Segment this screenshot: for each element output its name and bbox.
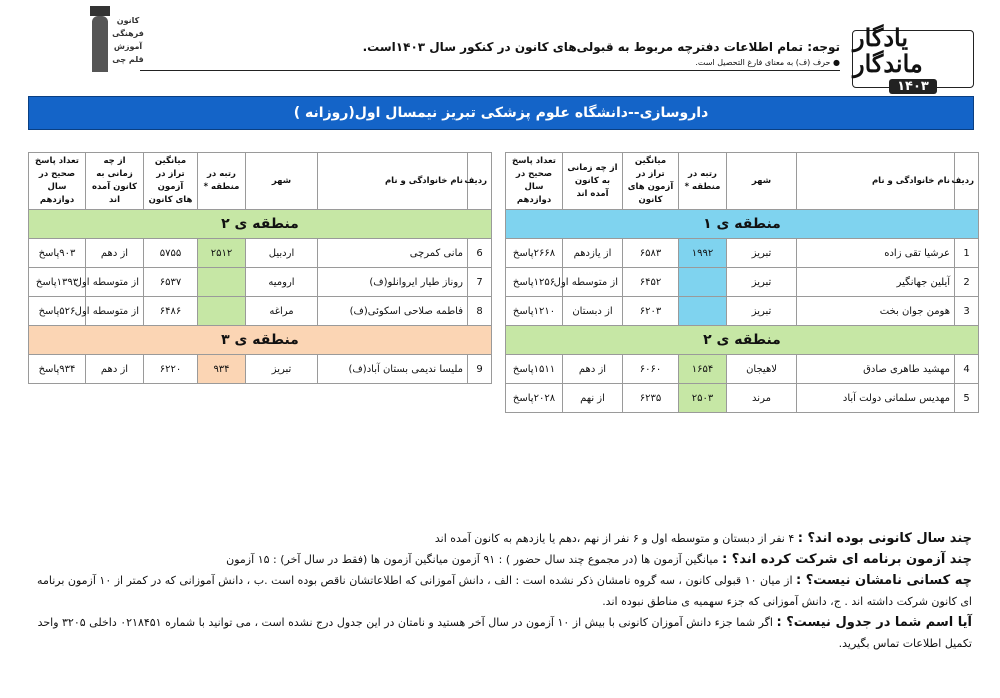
- col-correct-header: تعداد پاسخ صحیح در سال دوازدهم: [506, 153, 563, 210]
- kanoon-logo-word: فرهنگی: [112, 29, 144, 38]
- page-title-banner: داروسازی--دانشگاه علوم پزشکی تبریز نیمسال اول(روزانه ): [28, 96, 974, 130]
- cell-city: اردبیل: [246, 239, 318, 268]
- notice-main: توجه: تمام اطلاعات دفترچه مربوط به قبولی‌های کانون در کنکور سال ۱۴۰۳است.: [362, 40, 840, 54]
- table-row: [506, 355, 979, 384]
- cell-name: عرشیا تقی زاده: [797, 239, 955, 268]
- note-line: [22, 528, 972, 549]
- cell-joined-since: از یازدهم: [563, 239, 623, 268]
- region-header-row: [29, 326, 492, 355]
- table-row: [506, 268, 979, 297]
- cell-correct-answers: ۱۳۹۳پاسخ: [29, 268, 86, 297]
- cell-row-number: 1: [955, 239, 979, 268]
- col-rank-header: رتبه در منطقه *: [679, 153, 727, 210]
- cell-row-number: 3: [955, 297, 979, 326]
- note-line: [22, 612, 972, 654]
- cell-city: تبریز: [727, 268, 797, 297]
- region-label: منطقه ی ۳: [29, 326, 492, 355]
- cell-joined-since: از متوسطه اول: [86, 297, 144, 326]
- cell-correct-answers: ۹۰۳پاسخ: [29, 239, 86, 268]
- cell-average-score: ۶۲۲۰: [144, 355, 198, 384]
- cell-joined-since: از دهم: [563, 355, 623, 384]
- cell-correct-answers: ۲۰۲۸پاسخ: [506, 384, 563, 413]
- cell-average-score: ۶۴۵۲: [623, 268, 679, 297]
- table-row: [506, 384, 979, 413]
- cell-row-number: 7: [468, 268, 492, 297]
- cell-joined-since: از نهم: [563, 384, 623, 413]
- cell-name: آیلین جهانگیر: [797, 268, 955, 297]
- cell-rank: ۲۵۰۳: [679, 384, 727, 413]
- cell-average-score: ۶۴۸۶: [144, 297, 198, 326]
- cell-correct-answers: ۲۶۶۸پاسخ: [506, 239, 563, 268]
- note-answer: میانگین آزمون ها (در مجموع چند سال حضور ) : ۹۱ آزمون میانگین آزمون ها (فقط در سال آخر) : ۱۵ آزمون: [226, 553, 723, 566]
- results-table-right: [505, 152, 979, 413]
- kanoon-logo-word: آموزش: [113, 42, 143, 51]
- note-answer: از میان ۱۰ قبولی کانون ، سه گروه نامشان ذکر نشده است : الف ، دانش آموزانی که اطلاعاتشان ناقص بوده است .ب ، دانش آموزانی که در کمتر از ۱۰ آزمون برنامه ای کانون شرکت داشته اند . ج، دانش آموزانی که جزء سهمیه ی مناطق نبوده اند.: [37, 574, 972, 608]
- note-question: آیا اسم شما در جدول نیست؟ :: [776, 615, 972, 630]
- cell-average-score: ۶۵۸۳: [623, 239, 679, 268]
- table-row: [29, 239, 492, 268]
- cell-name: روناز طیار ایروانلو(ف): [318, 268, 468, 297]
- cell-name: مانی کمرچی: [318, 239, 468, 268]
- col-row-header: ردیف: [955, 153, 979, 210]
- cell-rank: [198, 297, 246, 326]
- col-rank-header: رتبه در منطقه *: [198, 153, 246, 210]
- cell-correct-answers: ۹۳۴پاسخ: [29, 355, 86, 384]
- cell-row-number: 4: [955, 355, 979, 384]
- cell-city: ارومیه: [246, 268, 318, 297]
- results-table-left: [28, 152, 492, 384]
- cell-row-number: 5: [955, 384, 979, 413]
- cell-row-number: 9: [468, 355, 492, 384]
- cell-joined-since: از دهم: [86, 239, 144, 268]
- note-question: چند آزمون برنامه ای شرکت کرده اند؟ :: [722, 552, 972, 567]
- cell-average-score: ۶۵۳۷: [144, 268, 198, 297]
- cell-correct-answers: ۱۲۵۶پاسخ: [506, 268, 563, 297]
- kanoon-logo-word: کانون: [116, 16, 140, 25]
- cell-rank: [198, 268, 246, 297]
- table-row: [29, 355, 492, 384]
- col-since-header: از چه زمانی به کانون آمده اند: [86, 153, 144, 210]
- cell-row-number: 6: [468, 239, 492, 268]
- cell-correct-answers: ۱۵۱۱پاسخ: [506, 355, 563, 384]
- brand-logo: [852, 22, 974, 94]
- note-question: چند سال کانونی بوده اند؟ :: [797, 531, 972, 546]
- col-name-header: نام خانوادگی و نام: [318, 153, 468, 210]
- cell-rank: ۱۹۹۲: [679, 239, 727, 268]
- note-answer: اگر شما جزء دانش آموزان کانونی با بیش از ۱۰ آزمون در سال آخر هستید و نامتان در این جدول درج نشده است ، می توانید با شماره ۰۲۱۸۴۵۱ داخلی ۳۲۰۵ واحد تکمیل اطلاعات تماس بگیرید.: [37, 616, 972, 650]
- header-divider: [140, 70, 840, 71]
- col-since-header: از چه زمانی به کانون آمده اند: [563, 153, 623, 210]
- table-row: [506, 297, 979, 326]
- cell-row-number: 2: [955, 268, 979, 297]
- region-header-row: [506, 210, 979, 239]
- region-label: منطقه ی ۲: [506, 326, 979, 355]
- cell-row-number: 8: [468, 297, 492, 326]
- cell-joined-since: از دهم: [86, 355, 144, 384]
- cell-joined-since: از دبستان: [563, 297, 623, 326]
- region-header-row: [506, 326, 979, 355]
- cell-name: هومن جوان بخت: [797, 297, 955, 326]
- table-row: [29, 297, 492, 326]
- table-row: [29, 268, 492, 297]
- cell-city: مرند: [727, 384, 797, 413]
- cell-rank: [679, 268, 727, 297]
- note-question: چه کسانی نامشان نیست؟ :: [796, 573, 972, 588]
- cell-city: تبریز: [727, 297, 797, 326]
- cell-city: تبریز: [727, 239, 797, 268]
- cell-joined-since: از متوسطه اول: [86, 268, 144, 297]
- cell-city: مراغه: [246, 297, 318, 326]
- note-answer: ۴ نفر از دبستان و متوسطه اول و ۶ نفر از نهم ،دهم یا یازدهم به کانون آمده اند: [434, 532, 798, 545]
- graduation-cap-icon: [90, 6, 110, 16]
- col-avg-header: میانگین تراز در آزمون های کانون: [623, 153, 679, 210]
- cell-average-score: ۶۲۳۵: [623, 384, 679, 413]
- kanoon-logo-word: قلم چی: [112, 55, 144, 64]
- col-name-header: نام خانوادگی و نام: [797, 153, 955, 210]
- note-line: [22, 549, 972, 570]
- notice-sub: ● حرف (ف) به معنای فارغ التحصیل است.: [695, 58, 840, 67]
- table-header-row: [506, 153, 979, 210]
- col-city-header: شهر: [727, 153, 797, 210]
- cell-city: لاهیجان: [727, 355, 797, 384]
- col-city-header: شهر: [246, 153, 318, 210]
- cell-rank: ۲۵۱۲: [198, 239, 246, 268]
- kanoon-logo-text: [112, 14, 144, 66]
- region-label: منطقه ی ۱: [506, 210, 979, 239]
- cell-name: مهدیس سلمانی دولت آباد: [797, 384, 955, 413]
- cell-city: تبریز: [246, 355, 318, 384]
- col-correct-header: تعداد پاسخ صحیح در سال دوازدهم: [29, 153, 86, 210]
- cell-joined-since: از متوسطه اول: [563, 268, 623, 297]
- notice: [363, 40, 840, 67]
- cell-rank: ۱۶۵۴: [679, 355, 727, 384]
- cell-rank: ۹۳۴: [198, 355, 246, 384]
- graduate-figure-icon: [92, 16, 108, 72]
- cell-correct-answers: ۱۲۱۰پاسخ: [506, 297, 563, 326]
- cell-average-score: ۵۷۵۵: [144, 239, 198, 268]
- col-avg-header: میانگین تراز در آزمون های کانون: [144, 153, 198, 210]
- kanoon-logo: [82, 4, 146, 74]
- region-label: منطقه ی ۲: [29, 210, 492, 239]
- brand-name: یادگار ماندگار: [853, 22, 923, 78]
- table-row: [506, 239, 979, 268]
- table-header-row: [29, 153, 492, 210]
- region-header-row: [29, 210, 492, 239]
- notes-section: [22, 528, 972, 654]
- cell-average-score: ۶۰۶۰: [623, 355, 679, 384]
- cell-average-score: ۶۲۰۳: [623, 297, 679, 326]
- cell-name: ملیسا ندیمی بستان آباد(ف): [318, 355, 468, 384]
- note-line: [22, 570, 972, 612]
- col-row-header: ردیف: [468, 153, 492, 210]
- cell-correct-answers: ۵۲۶پاسخ: [29, 297, 86, 326]
- brand-year: ۱۴۰۳: [889, 79, 937, 94]
- cell-rank: [679, 297, 727, 326]
- cell-name: مهشید طاهری صادق: [797, 355, 955, 384]
- cell-name: فاطمه صلاحی اسکوئی(ف): [318, 297, 468, 326]
